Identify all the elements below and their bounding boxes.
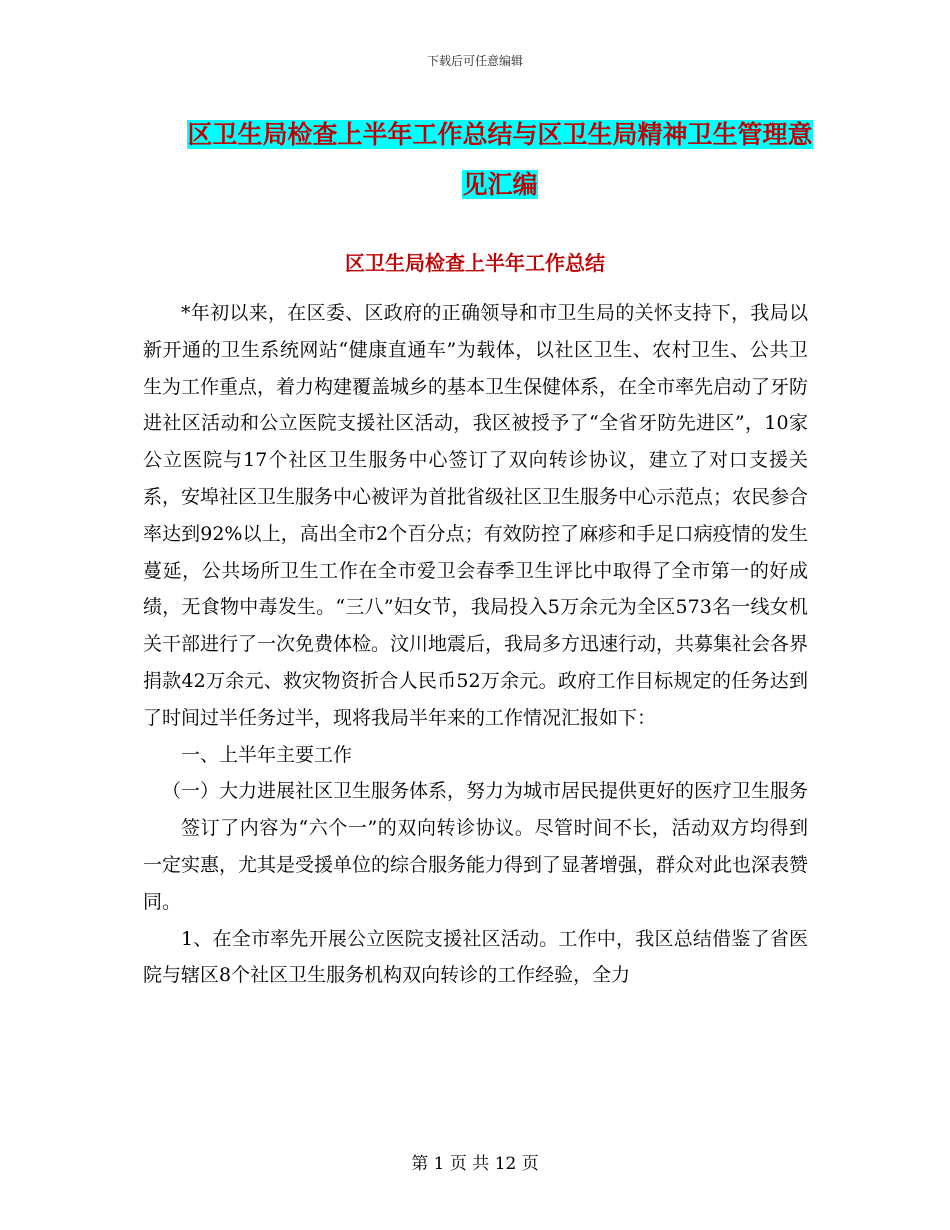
section-title: 区卫生局检查上半年工作总结 [345, 251, 605, 275]
document-title [180, 110, 820, 210]
page-number: 第 1 页 共 12 页 [411, 1154, 539, 1174]
body-text [143, 295, 808, 994]
paragraph-item-1: 1、在全市率先开展公立医院支援社区活动。工作中，我区总结借鉴了省医院与辖区8个社区卫生服务机构双向转诊的工作经验，全力 [143, 927, 808, 987]
paragraph-agreement: 签订了内容为“六个一”的双向转诊协议。尽管时间不长，活动双方均得到一定实惠，尤其是受援单位的综合服务能力得到了显著增强，群众对此也深表赞同。 [143, 817, 809, 913]
paragraph-intro: *年初以来，在区委、区政府的正确领导和市卫生局的关怀支持下，我局以新开通的卫生系统网站“健康直通车”为载体，以社区卫生、农村卫生、公共卫生为工作重点，着力构建覆盖城乡的基本卫生保健体系，在全市率先启动了牙防进社区活动和公立医院支援社区活动，我区被授予了“全省牙防先进区”，10家公立医院与17个社区卫生服务中心签订了双向转诊协议，建立了对口支援关系，安埠社区卫生服务中心被评为首批省级社区卫生服务中心示范点；农民参合率达到92%以上，高出全市2个百分点；有效防控了麻疹和手足口病疫情的发生蔓延，公共场所卫生工作在全市爱卫会春季卫生评比中取得了全市第一的好成绩，无食物中毒发生。“三八”妇女节，我局投入5万余元为全区573名一线女机关干部进行了一次免费体检。汶川地震后，我局多方迅速行动，共募集社会各界捐款42万余元、救灾物资折合人民币52万余元。政府工作目标规定的任务达到了时间过半任务过半，现将我局半年来的工作情况汇报如下： [143, 302, 809, 729]
heading-level-1: 一、上半年主要工作 [181, 743, 353, 766]
heading-level-2: （一）大力进展社区卫生服务体系，努力为城市居民提供更好的医疗卫生服务 [162, 780, 809, 803]
document-title-text: 区卫生局检查上半年工作总结与区卫生局精神卫生管理意见汇编 [187, 120, 813, 199]
header-note: 下载后可任意编辑 [426, 54, 523, 68]
